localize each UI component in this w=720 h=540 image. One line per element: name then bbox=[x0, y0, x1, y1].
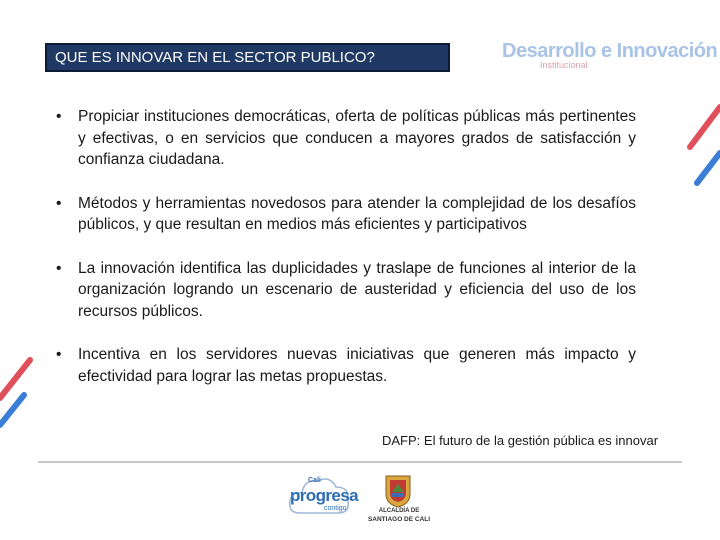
bullet-dot: • bbox=[56, 346, 62, 363]
cali-progresa-logo bbox=[286, 473, 358, 525]
bullet-dot: • bbox=[56, 108, 62, 125]
bullet-item bbox=[54, 193, 636, 236]
bullet-list bbox=[54, 106, 636, 409]
bullet-text: Propiciar instituciones democráticas, oferta de políticas públicas más pertinentes y efectivas, o en servicios que conducen a mayores grados de satisfacción y confianza ciudadana. bbox=[78, 108, 636, 168]
footer-divider bbox=[38, 461, 682, 463]
bullet-dot: • bbox=[56, 194, 62, 212]
decorative-stripes-left bbox=[0, 355, 36, 435]
logo-progresa-text: progresa bbox=[290, 486, 358, 505]
logo-cali-text: Cali bbox=[308, 477, 321, 484]
bullet-item bbox=[54, 106, 636, 171]
slide-title: QUE ES INNOVAR EN EL SECTOR PUBLICO? bbox=[45, 43, 450, 72]
decorative-stripes-right bbox=[680, 95, 720, 195]
bullet-text: Incentiva en los servidores nuevas iniciativas que generen más impacto y efectividad para lograr las metas propuestas. bbox=[78, 346, 636, 385]
brand-sub-text: Institucional bbox=[540, 60, 588, 70]
bullet-text: Métodos y herramientas novedosos para atender la complejidad de los desafíos públicos, y que resultan en medios más eficientes y participativos bbox=[78, 194, 636, 233]
alcaldia-line2: SANTIAGO DE CALI bbox=[367, 516, 431, 523]
bullet-text: La innovación identifica las duplicidades y traslape de funciones al interior de la organización logrando un escenario de austeridad y eficiencia del uso de los recursos públicos. bbox=[78, 259, 636, 320]
bullet-item bbox=[54, 344, 636, 387]
source-citation: DAFP: El futuro de la gestión pública es innovar bbox=[382, 433, 659, 448]
bullet-item bbox=[54, 258, 636, 323]
alcaldia-line1: ALCALDÍA DE bbox=[378, 508, 420, 514]
logo-contigo-text: contigo bbox=[324, 505, 347, 512]
brand-main-text: Desarrollo e Innovación bbox=[502, 40, 718, 62]
crest-icon bbox=[383, 474, 413, 508]
brand-logo bbox=[496, 36, 718, 76]
alcaldia-logo bbox=[363, 474, 435, 526]
bullet-dot: • bbox=[56, 259, 62, 277]
